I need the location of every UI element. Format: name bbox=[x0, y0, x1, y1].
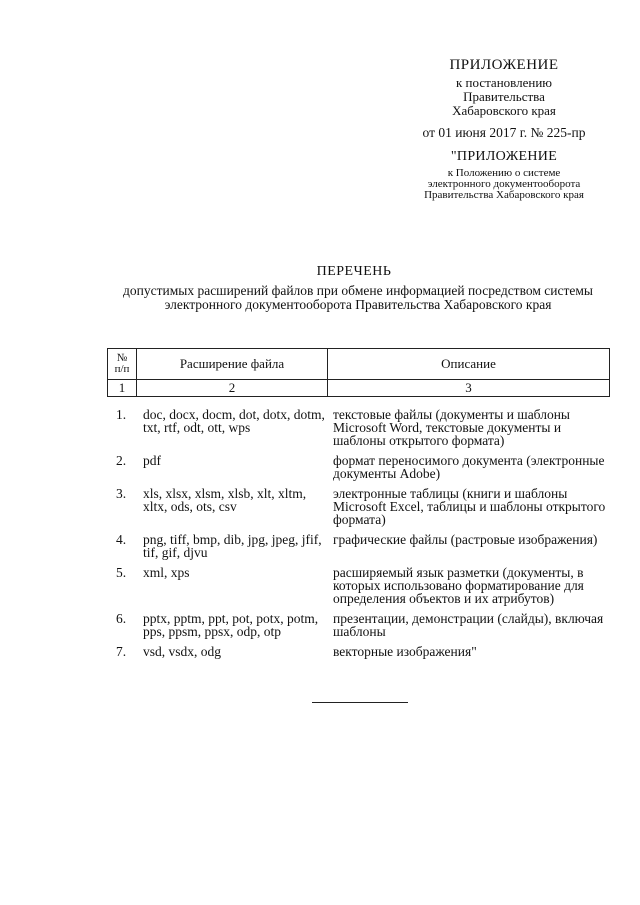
document-subtitle: допустимых расширений файлов при обмене информацией посредством системы электронного документооборота Правительства Хабаровского края bbox=[123, 283, 593, 312]
row-extensions: xls, xlsx, xlsm, xlsb, xlt, xltm, xltx, ods, ots, csv bbox=[143, 486, 307, 514]
appendix-title: ПРИЛОЖЕНИЕ bbox=[449, 57, 559, 73]
row-description: презентации, демонстрации (слайды), включая шаблоны bbox=[333, 611, 604, 639]
table-row bbox=[107, 612, 610, 638]
document-title: ПЕРЕЧЕНЬ bbox=[316, 264, 392, 279]
table-row bbox=[107, 533, 610, 559]
row-description: расширяемый язык разметки (документы, в которых использовано форматирование для определения объектов и их атрибутов) bbox=[333, 565, 584, 606]
table-row bbox=[107, 566, 610, 605]
table-row bbox=[107, 454, 610, 480]
column-number: 3 bbox=[328, 380, 610, 397]
row-extensions: pptx, pptm, ppt, pot, potx, potm, pps, ppsm, ppsx, odp, otp bbox=[143, 611, 319, 639]
table-header bbox=[107, 348, 610, 397]
column-header-desc: Описание bbox=[328, 349, 610, 380]
table-body bbox=[107, 408, 610, 665]
appendix-date: от 01 июня 2017 г. № 225-пр bbox=[422, 125, 586, 140]
regulation-appendix-title: "ПРИЛОЖЕНИЕ bbox=[450, 149, 558, 164]
row-number: 3. bbox=[115, 486, 127, 501]
table-row bbox=[107, 408, 610, 447]
regulation-appendix-line: к Положению о системе bbox=[447, 167, 561, 179]
column-number: 1 bbox=[108, 380, 137, 397]
column-header-ext: Расширение файла bbox=[137, 349, 328, 380]
row-description: формат переносимого документа (электронные документы Adobe) bbox=[333, 453, 605, 481]
row-number: 4. bbox=[115, 532, 127, 547]
row-number: 7. bbox=[115, 644, 127, 659]
row-description: графические файлы (растровые изображения) bbox=[333, 532, 598, 547]
row-extensions: xml, xps bbox=[143, 565, 190, 580]
table-row bbox=[107, 487, 610, 526]
row-extensions: png, tiff, bmp, dib, jpg, jpeg, jfif, tif, gif, djvu bbox=[143, 532, 322, 560]
row-description: электронные таблицы (книги и шаблоны Microsoft Excel, таблицы и шаблоны открытого формата) bbox=[333, 486, 606, 527]
separator-line bbox=[312, 702, 408, 703]
row-description: векторные изображения" bbox=[333, 644, 477, 659]
table-row bbox=[107, 645, 610, 658]
row-number: 1. bbox=[115, 407, 127, 422]
row-number: 5. bbox=[115, 565, 127, 580]
row-extensions: vsd, vsdx, odg bbox=[143, 644, 222, 659]
column-header-num: № п/п bbox=[108, 349, 137, 380]
appendix-line: к постановлению bbox=[455, 75, 553, 90]
regulation-appendix-line: электронного документооборота bbox=[427, 178, 581, 190]
row-number: 6. bbox=[115, 611, 127, 626]
regulation-appendix-header bbox=[404, 150, 604, 201]
row-description: текстовые файлы (документы и шаблоны Microsoft Word, текстовые документы и шаблоны открытого формата) bbox=[333, 407, 570, 448]
row-extensions: pdf bbox=[143, 453, 161, 468]
row-extensions: doc, docx, docm, dot, dotx, dotm, txt, rtf, odt, ott, wps bbox=[143, 407, 325, 435]
appendix-line: Хабаровского края bbox=[452, 103, 556, 118]
regulation-appendix-line: Правительства Хабаровского края bbox=[424, 189, 584, 201]
column-number: 2 bbox=[137, 380, 328, 397]
appendix-header bbox=[404, 58, 604, 140]
row-number: 2. bbox=[115, 453, 127, 468]
appendix-line: Правительства bbox=[463, 89, 545, 104]
